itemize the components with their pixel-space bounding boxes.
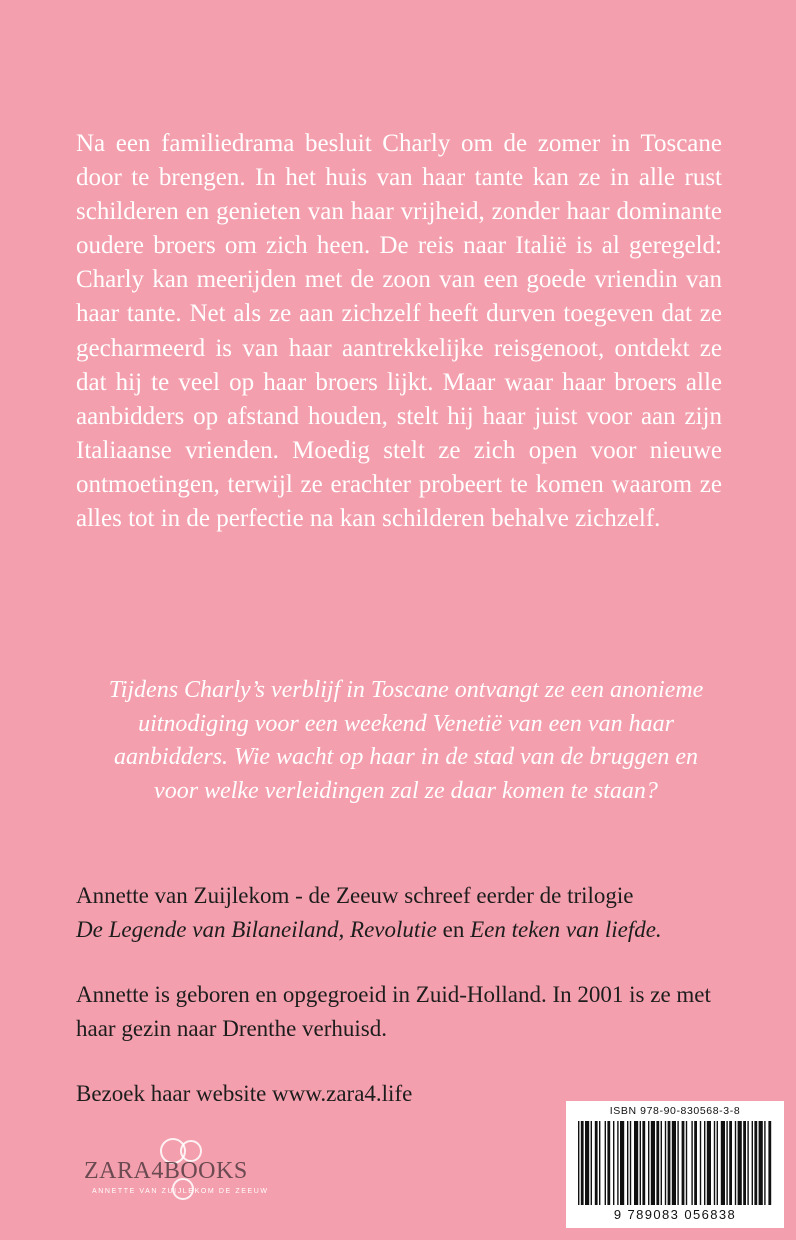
isbn-barcode [566,1101,784,1228]
ean-number: 9 789083 056838 [613,1207,737,1222]
publisher-name: ZARA4BOOKS [84,1158,248,1184]
back-cover-blurb: Na een familiedrama besluit Charly om de zomer in Toscane door te brengen. In het huis van haar tante kan ze in alle rust schilderen en genieten van haar vrijheid, zonder haar dominante oudere broers om zich heen. De reis naar Italië is al geregeld: Charly kan meerijden met de zoon van een goede vriendin van haar tante. Net als ze aan zichzelf heeft durven toegeven dat ze gecharmeerd is van haar aantrekkelijke reisgenoot, ontdekt ze dat hij te veel op haar broers lijkt. Maar waar haar broers alle aanbidders op afstand houden, stelt hij haar juist voor aan zijn Italiaanse vrienden. Moedig stelt ze zich open voor nieuwe ontmoetingen, terwijl ze erachter probeert te komen waarom ze alles tot in de perfectie na kan schilderen behalve zichzelf. [76,130,722,533]
publisher-subtitle: ANNETTE VAN ZUIJLEKOM DE ZEEUW [92,1188,269,1195]
teaser-quote: Tijdens Charly’s verblijf in Toscane ontvangt ze een anonieme uitnodiging voor een weekend Venetië van een van haar aanbidders. Wie wacht op haar in de stad van de bruggen en voor welke verleidingen zal ze daar komen te staan? [108,677,704,804]
author-website: Bezoek haar website www.zara4.life [76,1081,413,1106]
publisher-logo [84,1138,284,1208]
barcode-icon [574,1121,776,1205]
bio-conjunction: en [442,917,465,942]
book-title-2: Revolutie [350,917,437,942]
book-title-1: De Legende van Bilaneiland, [76,917,345,942]
book-title-3: Een teken van liefde. [470,917,662,942]
author-origin: Annette is geboren en opgegroeid in Zuid-Holland. In 2001 is ze met haar gezin naar Drenthe verhuisd. [76,982,711,1041]
author-bio-line: Annette van Zuijlekom - de Zeeuw schreef eerder de trilogie [76,883,634,908]
isbn-number: ISBN 978-90-830568-3-8 [609,1105,741,1117]
author-bio [76,879,736,947]
